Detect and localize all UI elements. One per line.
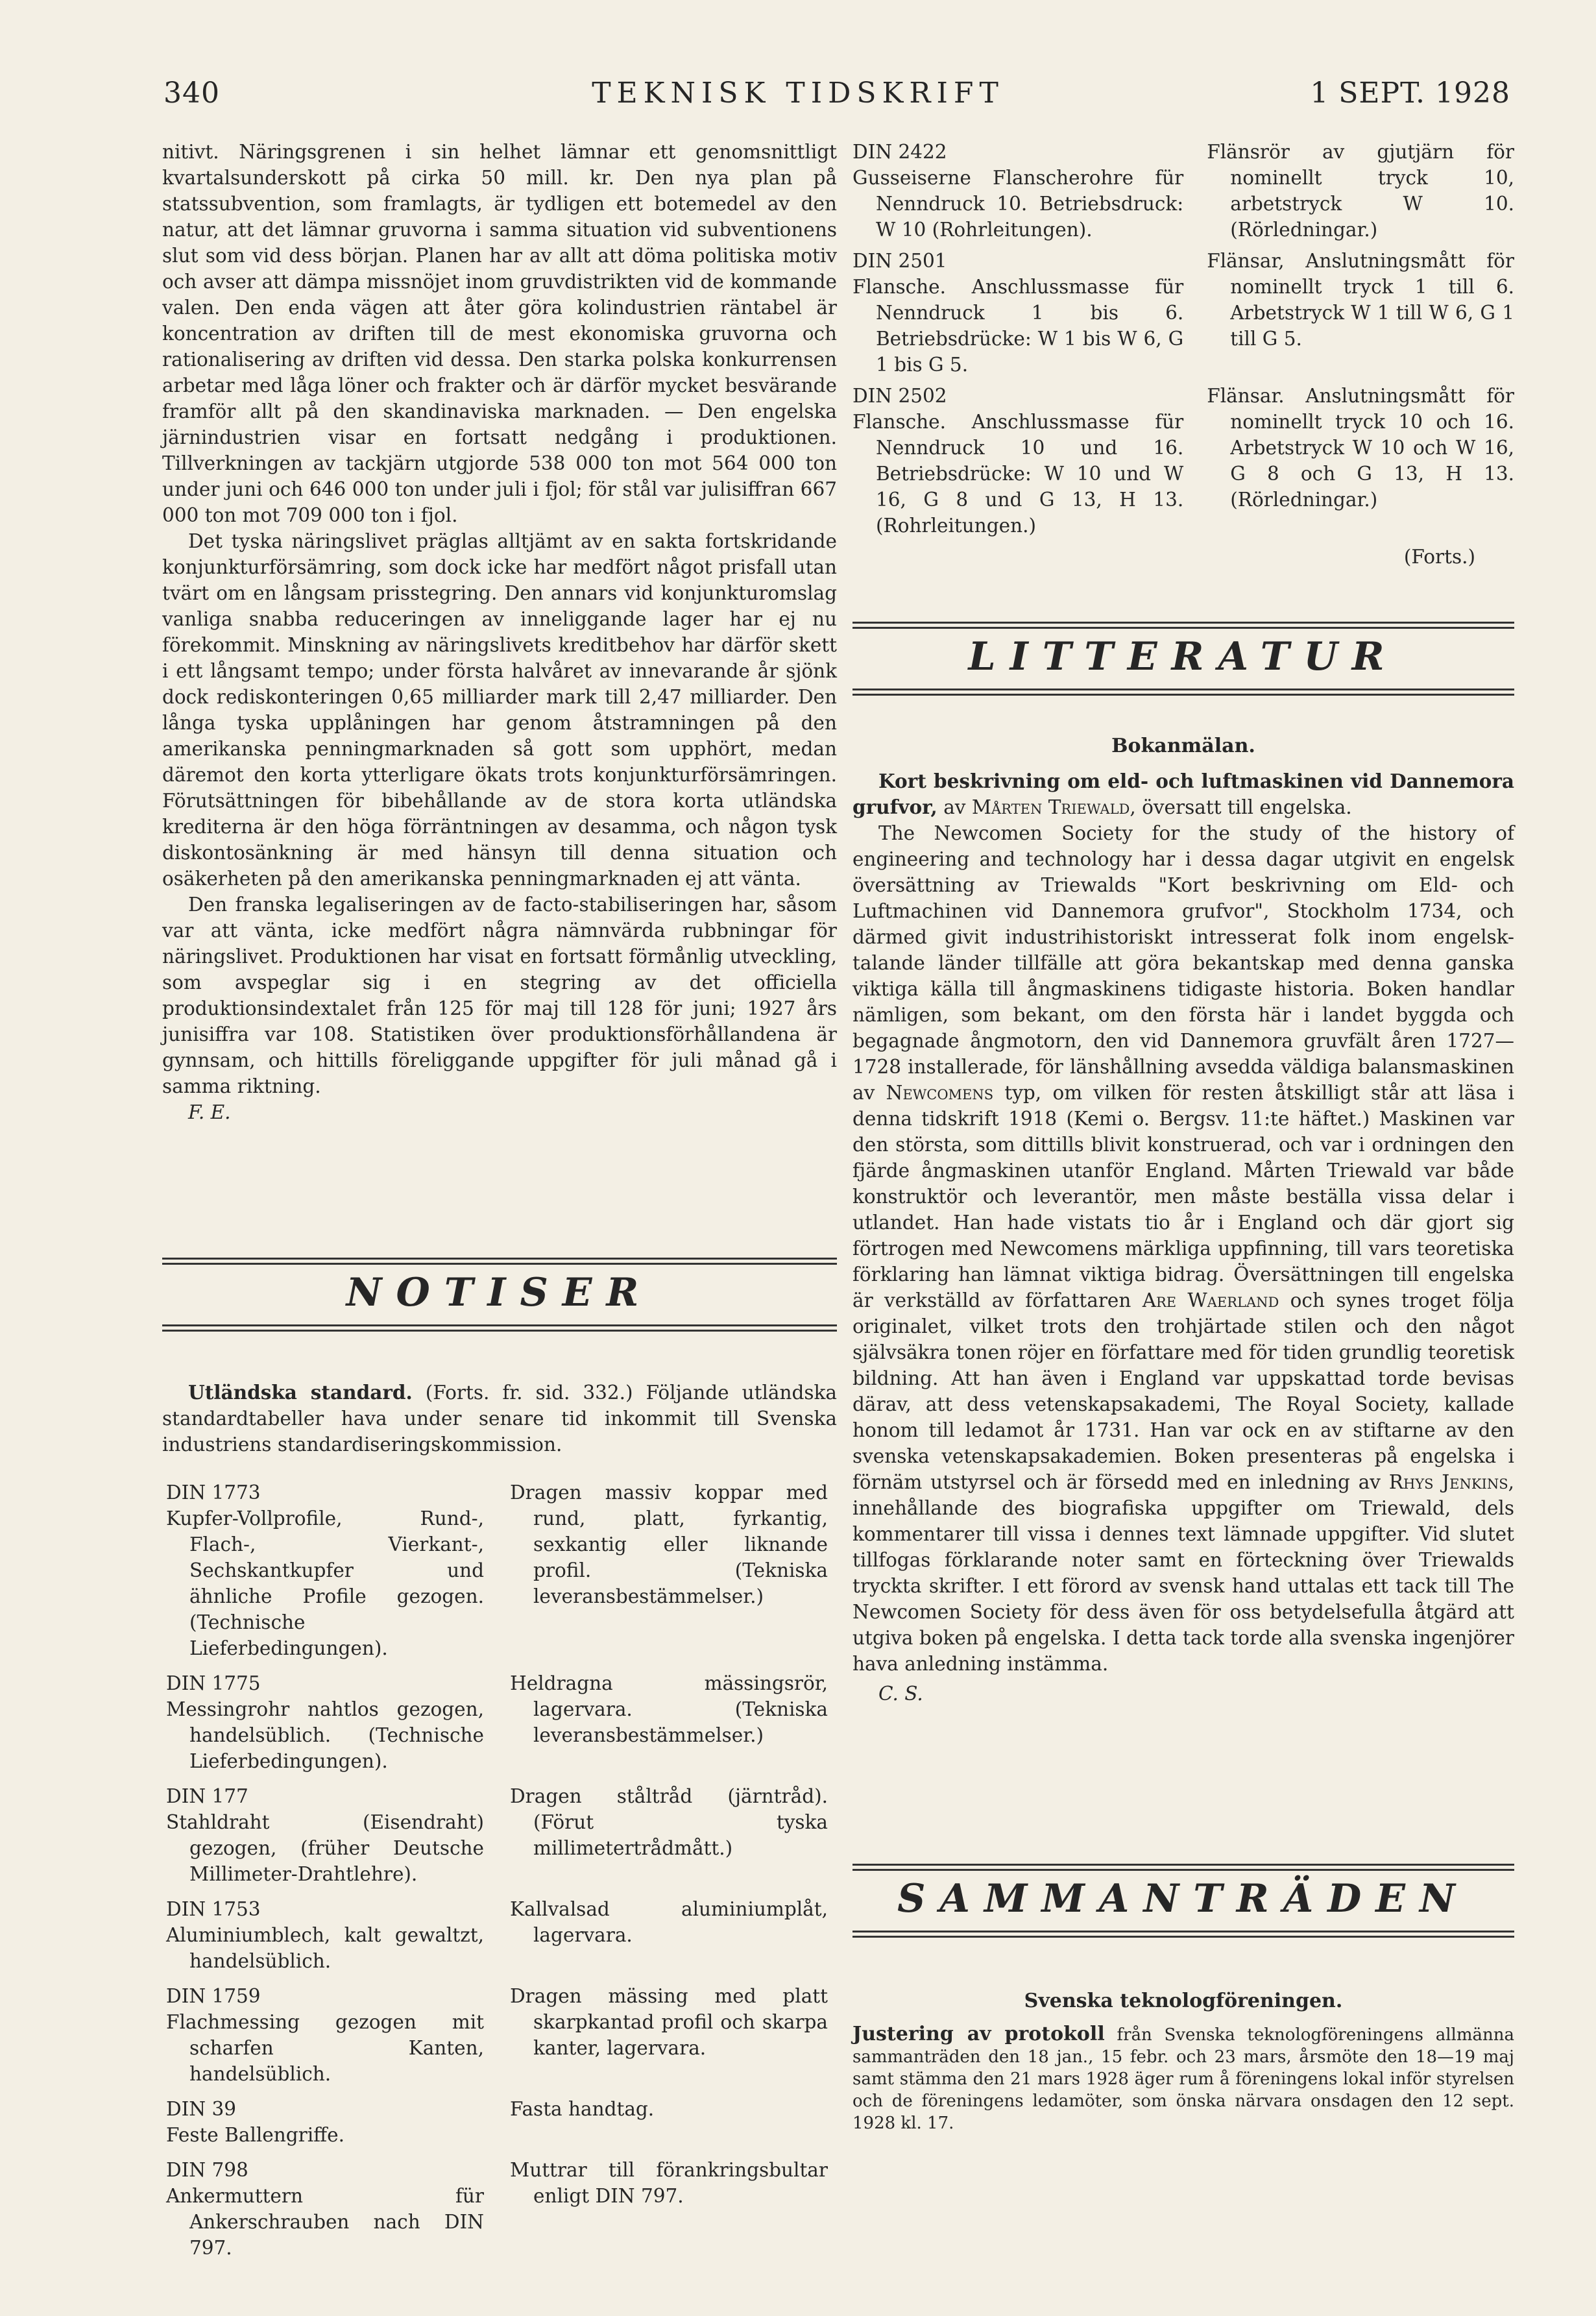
notiser-lead: [162, 1380, 837, 1457]
section-rule: [852, 689, 1514, 690]
din-entry: [166, 1783, 828, 1887]
din-swedish: Fasta handtag.: [510, 2098, 655, 2120]
review-body: innehållande des biografiska uppgifter om Triewald, dels kommentarer till vissa i dennes text lämnade uppgifter. Vid slutet tillfogas förklarande noter samt en förteckning över Triewalds tryckta skrifter. I ett förord av svensk hand uttalas ett tack till The Newcomen Society för dess även för oss betydelsefulla åtgärd att utgiva boken på engelska. I detta tack torde alla svenska ingenjörer hava anledning instämma.: [852, 1497, 1514, 1675]
review-newcomens: Newcomens: [886, 1082, 994, 1104]
din-german: Ankermuttern für Ankerschrauben nach DIN 797.: [166, 2185, 484, 2259]
review-body: The Newcomen Society for the study of the history of engineering and technology har i dessa dagar utgivit en engelsk översättning av Triewalds "Kort beskrivning om Eld- och Luftmachinen vid Dannemora grufvor", Stockholm 1734, och därmed givit industrihistoriskt intresserat folk inom engelsk-talande länder tillfälle att göra bekantskap med denna ganska viktiga källa till ångmaskinens tidigaste historia. Boken handlar nämligen, som bekant, om den första här i landet byggda och begagnade ångmotorn, den vid Dannemora gruvfält åren 1727—1728 installerade, för länshållning avsedda väldiga balansmaskinen av: [852, 822, 1514, 1104]
din-swedish: Flänsar. Anslutningsmått för nominellt tryck 10 och 16. Arbetstryck W 10 och W 16, G 8 och G 13, H 13. (Rörledningar.): [1207, 385, 1514, 511]
notiser-title: NOTISER: [346, 1270, 653, 1315]
notiser-section: [162, 1258, 837, 1335]
din-standards-list: [166, 1480, 828, 2270]
din-german: Gusseiserne Flanscherohre für Nenndruck 10. Betriebsdruck: W 10 (Rohrleitungen).: [852, 167, 1184, 241]
book-review: [852, 733, 1514, 1707]
review-subhead: Bokanmälan.: [1111, 735, 1255, 757]
page-number: 340: [163, 77, 220, 110]
meeting-notice: [852, 1988, 1514, 2134]
din-entry: [852, 248, 1514, 378]
din-code: DIN 1773: [166, 1481, 261, 1504]
din-code: DIN 177: [166, 1785, 248, 1807]
din-german: Aluminiumblech, kalt gewaltzt, handelsüblich.: [166, 1924, 484, 1972]
review-signature: C. S.: [878, 1683, 923, 1705]
din-code: DIN 39: [166, 2098, 237, 2120]
din-german: Flansche. Anschlussmasse für Nenndruck 10 und 16. Betriebsdrücke: W 10 und W 16, G 8 und G 13, H 13. (Rohrleitungen.): [852, 411, 1184, 537]
din-german: Kupfer-Vollprofile, Rund-, Flach-, Vierkant-, Sechskantkupfer und ähnliche Profile gezogen. (Technische Lieferbedingungen).: [166, 1507, 484, 1659]
journal-title: TEKNISK TIDSKRIFT: [592, 77, 1004, 110]
din-german: Flansche. Anschlussmasse für Nenndruck 1 bis 6. Betriebsdrücke: W 1 bis W 6, G 1 bis G 5.: [852, 276, 1184, 376]
din-swedish: Dragen mässing med platt skarpkantad profil och skarpa kanter, lagervara.: [510, 1985, 828, 2059]
sammantraden-title: SAMMANTRÄDEN: [897, 1876, 1469, 1921]
section-rule: [852, 694, 1514, 696]
din-continuation-list: [852, 139, 1514, 570]
din-code: DIN 1759: [166, 1985, 261, 2007]
section-rule: [162, 1258, 837, 1260]
din-code: DIN 1753: [166, 1898, 261, 1920]
section-rule: [852, 1864, 1514, 1866]
article-signature: F. E.: [188, 1101, 231, 1123]
din-swedish: Dragen ståltråd (järntråd). (Förut tyska millimetertrådmått.): [510, 1785, 828, 1859]
din-entry: [166, 1983, 828, 2087]
section-rule: [162, 1263, 837, 1265]
section-rule: [852, 1869, 1514, 1871]
din-entry: [166, 1480, 828, 1661]
meeting-text: från Svenska teknologföreningens allmänna sammanträden den 18 jan., 15 febr. och 23 mars, årsmöte den 18—19 maj samt stämma den 21 mars 1928 äger rum å föreningens lokal inför styrelsen och de föreningens ledamöter, som önska närvara onsdagen den 12 sept. 1928 kl. 17.: [852, 2025, 1515, 2133]
section-rule: [852, 1931, 1514, 1932]
review-author: Mårten Triewald,: [971, 796, 1136, 818]
review-title: Kort beskrivning om eld- och luftmaskinen vid Dannemora grufvor,: [852, 770, 1514, 818]
issue-date: 1 SEPT. 1928: [1310, 77, 1510, 110]
din-entry: [166, 2157, 828, 2261]
din-swedish: Kallvalsad aluminiumplåt, lagervara.: [510, 1898, 828, 1946]
din-german: Feste Ballengriffe.: [166, 2124, 345, 2146]
meeting-subhead: Svenska teknologföreningen.: [1024, 1990, 1343, 2012]
din-code: DIN 2501: [852, 250, 947, 272]
din-entry: [852, 139, 1514, 243]
din-german: Flachmessing gezogen mit scharfen Kanten, handelsüblich.: [166, 2011, 484, 2085]
din-entry: [166, 1896, 828, 1974]
notiser-lead-title: Utländska standard.: [188, 1381, 413, 1404]
din-code: DIN 798: [166, 2159, 248, 2181]
din-german: Messingrohr nahtlos gezogen, handelsüblich. (Technische Lieferbedingungen).: [166, 1698, 484, 1772]
din-swedish: Heldragna mässingsrör, lagervara. (Tekniska leveransbestämmelser.): [510, 1672, 828, 1746]
review-body: typ, om vilken för resten åtskilligt står att läsa i denna tidskrift 1918 (Kemi o. Bergsv. 11:te häftet.) Maskinen var den största, som dittills blivit konstruerad, och var i ordningen den fjärde ångmaskinen utanför England. Mårten Triewald var både konstruktör och leverantör, men måste beställa vissa delar i utlandet. Han hade vistats tio år i England och där gjort sig förtrogen med Newcomens märkliga uppfinning, till vars teoretiska förklaring han lämnat viktiga bidrag. Översättningen till engelska är verkställd av författaren: [852, 1082, 1514, 1311]
din-code: DIN 1775: [166, 1672, 261, 1694]
section-rule: [162, 1324, 837, 1326]
din-swedish: Dragen massiv koppar med rund, platt, fyrkantig, sexkantig eller liknande profil. (Tekniska leveransbestämmelser.): [510, 1481, 828, 1607]
review-by: av: [943, 796, 966, 818]
din-code: DIN 2422: [852, 141, 947, 163]
review-translation-note: översatt till engelska.: [1142, 796, 1352, 818]
review-translator: Are Waerland: [1142, 1289, 1279, 1311]
economic-article: [162, 139, 837, 1125]
din-swedish: Flänsar, Anslutningsmått för nominellt tryck 1 till 6. Arbetstryck W 1 till W 6, G 1 till G 5.: [1207, 250, 1514, 350]
meeting-lead: Justering av protokoll: [852, 2023, 1105, 2045]
article-paragraph: nitivt. Näringsgrenen i sin helhet lämnar ett genomsnittligt kvartalsunderskott på cirka 50 mill. kr. Den nya plan på statssubvention, som framlagts, är tydligen ett botemedel av den natur, att det lämnar gruvorna i samma situation vid subventionens slut som vid dess början. Planen har av allt att döma politiska motiv och avser att dämpa missnöjet inom gruvdistrikten vid de kommande valen. Den enda vägen att åter göra kolindustrien räntabel är koncentration av driften till de mest ekonomiska gruvorna och rationalisering av driften vid dessa. Den starka polska konkurrensen arbetar med låga löner och frakter och är därför mycket besvärande framför allt på den skandinaviska marknaden. — Den engelska järnindustrien visar en fortsatt nedgång i produktionen. Tillverkningen av tackjärn utgjorde 538 000 ton mot 564 000 ton under juni och 646 000 ton under juli i fjol; för stål var julisiffran 667 000 ton mot 709 000 ton i fjol.: [162, 141, 837, 526]
review-introducer: Rhys Jenkins,: [1388, 1471, 1514, 1493]
article-paragraph: Det tyska näringslivet präglas alltjämt av en sakta fortskridande konjunkturförsämring, som dock icke har medfört något prisfall utan tvärt om en långsam prisstegring. Den annars vid konjunkturomslag vanliga snabba reduceringen av inneliggande lager har ej nu förekommit. Minskning av näringslivets kreditbehov har därför skett i ett långsamt tempo; under första halvåret av innevarande år sjönk dock rediskonteringen 0,65 milliarder mark till 2,47 milliarder. Den långa tyska upplåningen har genom åtstramningen på den amerikanska penningmarknaden så gott som upphört, medan däremot den korta ytterligare ökats trots konjunkturförsämringen. Förutsättningen för bibehållande av de stora korta utländska krediterna är den höga förräntningen av desamma, och någon tysk diskontosänkning är med hänsyn till denna situation och osäkerheten på den amerikanska penningmarknaden ej att vänta.: [162, 530, 837, 890]
din-entry: [166, 2096, 828, 2148]
din-swedish: Muttrar till förankringsbultar enligt DIN 797.: [510, 2159, 828, 2207]
din-entry: [852, 383, 1514, 539]
sammantraden-section: [852, 1864, 1514, 1941]
din-entry: [166, 1670, 828, 1774]
din-code: DIN 2502: [852, 385, 947, 407]
section-rule: [852, 622, 1514, 624]
forts-note: (Forts.): [1403, 546, 1475, 568]
litteratur-section: [852, 622, 1514, 699]
review-body: och synes troget följa originalet, vilket trots den trohjärtade stilen och den något självsäkra tonen röjer en författare med för tiden grundlig teoretisk bildning. Att han även i England var uppskattad torde bevisas därav, att dess vetenskapsakademi, The Royal Society, kallade honom till ledamot år 1731. Han var ock en av stiftarne av den svenska vetenskapsakademien. Boken presenteras på engelska i förnäm utstyrsel och är försedd med en inledning av: [852, 1289, 1514, 1493]
notiser-lead-text: (Forts. fr. sid. 332.) Följande utländska standardtabeller hava under senare tid inkommit till Svenska industriens standardiseringskommission.: [162, 1382, 837, 1456]
section-rule: [162, 1330, 837, 1332]
section-rule: [852, 627, 1514, 629]
din-german: Stahldraht (Eisendraht) gezogen, (früher Deutsche Millimeter-Drahtlehre).: [166, 1811, 484, 1885]
section-rule: [852, 1936, 1514, 1938]
article-paragraph: Den franska legaliseringen av de facto-stabiliseringen har, såsom var att vänta, icke medfört några nämnvärda rubbningar för näringslivet. Produktionen har visat en fortsatt förmånlig utveckling, som avspeglar sig i en stegring av det officiella produktionsindextalet från 125 för maj till 128 för juni; 1927 års junisiffra var 108. Statistiken över produktionsförhållandena är gynnsam, och hittills föreliggande uppgifter för juli månad gå i samma riktning.: [162, 894, 837, 1097]
litteratur-title: LITTERATUR: [968, 634, 1399, 679]
din-swedish: Flänsrör av gjutjärn för nominellt tryck 10, arbetstryck W 10. (Rörledningar.): [1207, 141, 1514, 241]
